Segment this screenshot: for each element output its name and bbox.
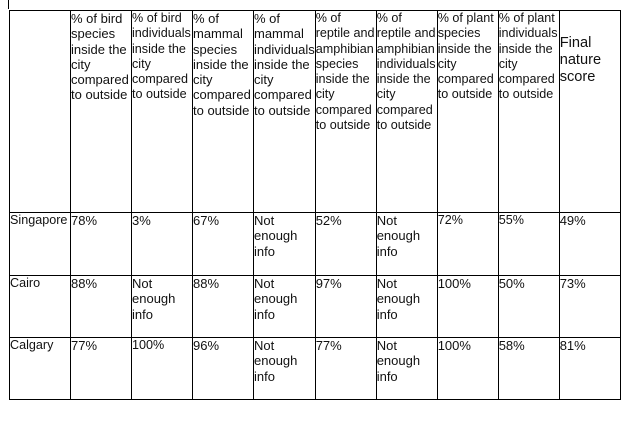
value-cell: 88% [193, 276, 254, 338]
value-cell [254, 276, 316, 338]
value-cell: 58% [498, 338, 559, 400]
header-row [10, 11, 621, 213]
value-text: Not enough info [254, 338, 298, 384]
value-cell: 77% [71, 338, 132, 400]
table-row [10, 276, 621, 338]
value-cell: 100% [437, 338, 498, 400]
table-row [10, 213, 621, 276]
value-text: Not enough info [376, 213, 421, 259]
value-cell: 77% [315, 338, 376, 400]
value-cell [376, 338, 437, 400]
value-cell: 72% [437, 213, 498, 276]
value-cell [376, 213, 437, 276]
value-cell: 55% [498, 213, 559, 276]
city-cell: Cairo [10, 276, 71, 338]
final-score-cell: 81% [559, 338, 620, 400]
header-cell-bird-species: % of bird species inside the city compared to outside [71, 11, 132, 213]
value-text: Not enough info [254, 276, 298, 322]
header-cell-reptile-species: % of reptile and amphibian species inside the city compared to outside [315, 11, 376, 213]
value-text: Not enough info [376, 276, 421, 322]
final-score-cell: 73% [559, 276, 620, 338]
header-cell-mammal-species: % of mammal species inside the city compared to outside [193, 11, 254, 213]
text-cursor [8, 0, 9, 9]
value-text: Not enough info [132, 276, 176, 322]
value-cell [254, 213, 316, 276]
table-row [10, 338, 621, 400]
city-cell: Calgary [10, 338, 71, 400]
header-cell-mammal-individuals: % of mammal individuals inside the city compared to outside [254, 11, 316, 213]
header-cell-plant-individuals: % of plant individuals inside the city compared to outside [498, 11, 559, 213]
header-cell-corner [10, 11, 71, 213]
value-cell: 50% [498, 276, 559, 338]
value-cell: 97% [315, 276, 376, 338]
value-cell: 96% [193, 338, 254, 400]
value-cell: 100% [437, 276, 498, 338]
value-cell [254, 338, 316, 400]
value-cell [376, 276, 437, 338]
value-cell: 100% [132, 338, 193, 400]
header-cell-final-score: Final nature score [559, 11, 620, 213]
value-cell: 67% [193, 213, 254, 276]
header-cell-bird-individuals: % of bird individuals inside the city compared to outside [132, 11, 193, 213]
city-cell: Singapore [10, 213, 71, 276]
header-cell-reptile-individuals: % of reptile and amphibian individuals inside the city compared to outside [376, 11, 437, 213]
final-score-cell: 49% [559, 213, 620, 276]
nature-score-table [9, 10, 621, 400]
value-cell [132, 276, 193, 338]
value-cell: 88% [71, 276, 132, 338]
value-text: Not enough info [376, 338, 421, 384]
value-text: Not enough info [254, 213, 298, 259]
value-cell: 3% [132, 213, 193, 276]
header-cell-plant-species: % of plant species inside the city compared to outside [437, 11, 498, 213]
value-cell: 52% [315, 213, 376, 276]
value-cell: 78% [71, 213, 132, 276]
